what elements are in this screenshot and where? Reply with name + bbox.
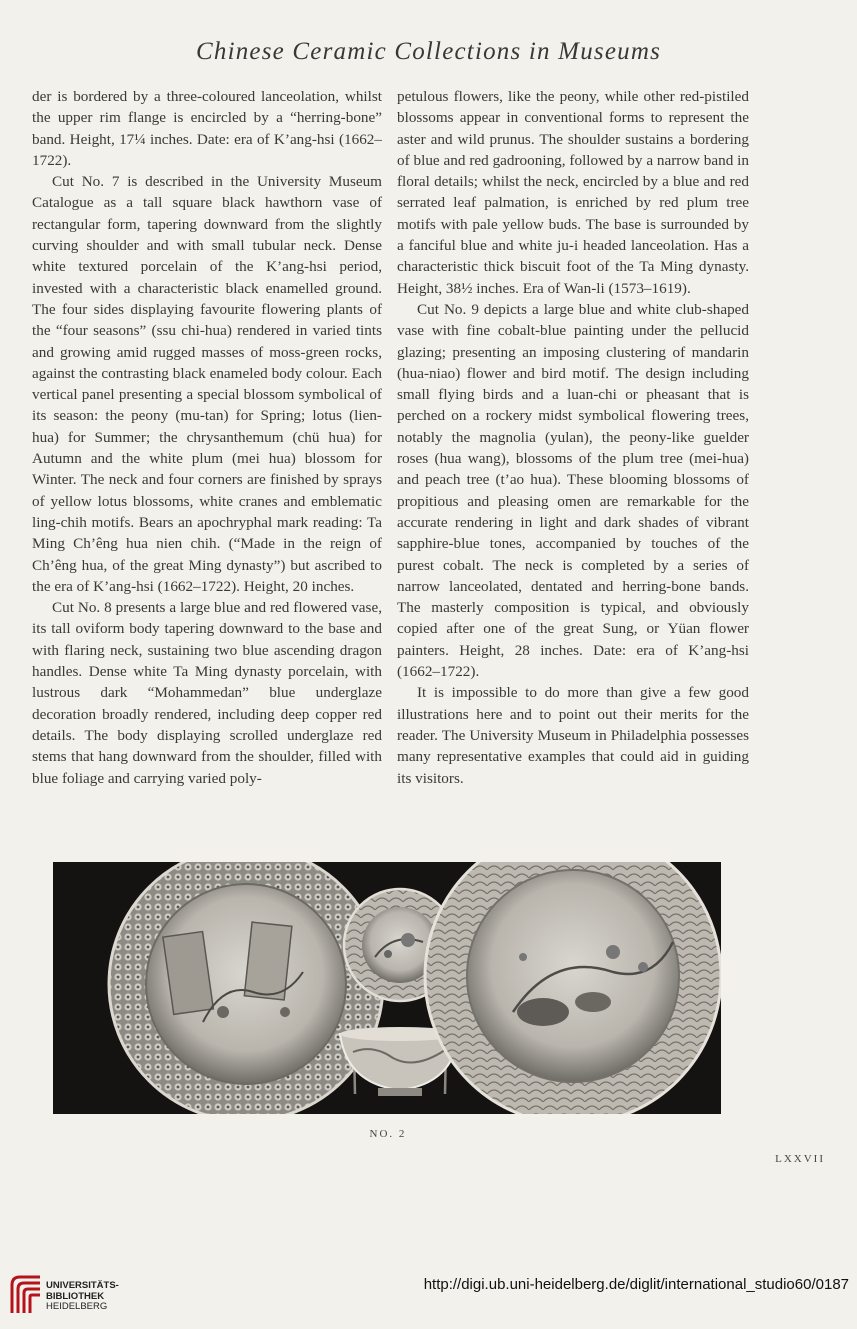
photo-illustration: [53, 862, 721, 1114]
right-paragraph-1: petulous flowers, like the peony, while other red-pistiled blossoms appear in conventional forms to represent the aster and wild prunus. The shoulder sustains a bordering of blue and red gadrooning, followed by a narrow band in floral details; whilst the neck, encircled by a blue and red serrated leaf palmation, is enriched by red plum tree motifs with pale yellow buds. The base is surrounded by a fanciful blue and white ju-i headed lanceolation. Has a characteristic thick biscuit foot of the Ta Ming dynasty. Height, 38½ inches. Era of Wan-li (1573–1619).: [397, 88, 749, 297]
left-paragraph-3: Cut No. 8 presents a large blue and red flowered vase, its tall oviform body tapering downward to the base and with flaring neck, sustaining two blue ascending dragon handles. Dense white Ta Ming dynasty porcelain, with lustrous dark “Mohammedan” blue underglaze decoration broadly rendered, including deep copper red details. The body displaying scrolled underglaze red stems that hang downward from the shoulder, filled with blue foliage and carrying varied poly-: [32, 599, 382, 787]
right-plate: [425, 862, 721, 1114]
page-number: LXXVII: [775, 1153, 825, 1165]
left-paragraph-1: der is bordered by a three-coloured lanceolation, whilst the upper rim flange is encircled by a “herring-bone” band. Height, 17¼ inches. Date: era of K’ang-hsi (1662–1722).: [32, 88, 382, 169]
porcelain-plates-photo: [53, 862, 721, 1114]
right-paragraph-2: Cut No. 9 depicts a large blue and white club-shaped vase with fine cobalt-blue painting under the pellucid glazing; presenting an imposing clustering of mandarin (hua-niao) flower and bird motif. The design including small flying birds and a luan-chi or pheasant that is perched on a rockery midst symbolical flowering trees, notably the magnolia (yulan), the peony-like guelder roses (hua wang), blossoms of the plum tree (mei-hua) and peach tree (t’ao hua). These blooming blossoms of propitious and pleasing omen are remarkable for the accurate rendering in light and dark shades of vibrant sapphire-blue tones, accompanied by touches of the purest cobalt. The neck is completed by a series of narrow lanceolated, dentated and herring-bone bands. The masterly composition is typical, and obviously copied after one of the great Sung, or Yüan flower painters. Height, 28 inches. Date: era of K’ang-hsi (1662–1722).: [397, 300, 749, 681]
library-name-line3: HEIDELBERG: [46, 1301, 108, 1312]
right-paragraph-3: It is impossible to do more than give a few good illustrations here and to point out their merits for the reader. The University Museum in Philadelphia possesses many representative examples that could aid in guiding its visitors.: [397, 684, 749, 787]
library-logo: [10, 1275, 130, 1317]
library-name-line1: UNIVERSITÄTS-: [46, 1280, 119, 1291]
library-name: [46, 1281, 119, 1313]
library-mark-icon: [10, 1275, 42, 1315]
left-text-column: [32, 86, 382, 789]
library-name-line2: BIBLIOTHEK: [46, 1290, 105, 1302]
left-paragraph-2: Cut No. 7 is described in the University Museum Catalogue as a tall square black hawthorn vase of rectangular form, tapering downward from the slightly curving shoulder and with small tubular neck. Dense white textured porcelain of the K’ang-hsi period, invested with a characteristic black enamelled ground. The four sides displaying favourite flowering plants of the “four seasons” (ssu chi-hua) rendered in varied tints and growing amid rugged masses of moss-green rocks, against the contrasting black enameled body colour. Each vertical panel presenting a special blossom symbolical of its season: the peony (mu-tan) for Spring; lotus (lien-hua) for Summer; the chrysanthemum (chü hua) for Autumn and the white plum (mei hua) blossom for Winter. The neck and four corners are finished by sprays of yellow lotus blossoms, white cranes and emblematic ling-chih motifs. Bears an apochryphal mark reading: Ta Ming Ch’êng hua nien chih. (“Made in the reign of Ch’êng hua, of the great Ming dynasty”) but ascribed to the era of K’ang-hsi (1662–1722). Height, 20 inches.: [32, 173, 382, 595]
figure-caption: NO. 2: [369, 1128, 407, 1140]
running-title: Chinese Ceramic Collections in Museums: [196, 38, 661, 65]
source-url-link[interactable]: http://digi.ub.uni-heidelberg.de/diglit/international_studio60/0187: [423, 1276, 849, 1293]
right-text-column: [397, 86, 749, 789]
left-plate: [109, 862, 383, 1114]
